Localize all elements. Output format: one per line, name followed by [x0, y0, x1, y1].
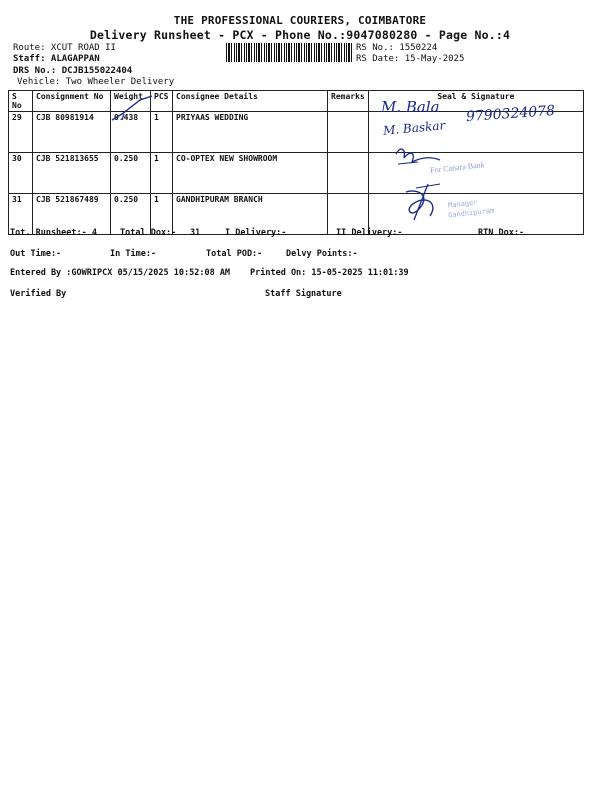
cell-pcs: 1	[151, 153, 173, 194]
cell-consignee: GANDHIPURAM BRANCH	[173, 194, 328, 235]
cell-sno: 31	[9, 194, 33, 235]
cell-consignee: PRIYAAS WEDDING	[173, 112, 328, 153]
barcode	[226, 43, 352, 62]
cell-consignment: CJB 521867489	[33, 194, 111, 235]
cell-weight: 0.250	[111, 153, 151, 194]
total-pod: Total POD:-	[206, 249, 263, 259]
rs-number: RS No.: 1550224	[356, 43, 438, 53]
cell-pcs: 1	[151, 194, 173, 235]
col-sno: S No	[9, 91, 33, 112]
staff-signature: Staff Signature	[265, 289, 342, 299]
entered-by: Entered By :GOWRIPCX 05/15/2025 10:52:08 AM	[10, 268, 231, 278]
col-weight: Weight	[111, 91, 151, 112]
bank-stamp-line-2: Manager	[447, 198, 478, 210]
col-consignment: Consignment No	[33, 91, 111, 112]
cell-sno: 30	[9, 153, 33, 194]
company-title: THE PROFESSIONAL COURIERS, COIMBATORE	[173, 14, 427, 27]
tot-runsheet: Tot. Runsheet:- 4	[10, 228, 97, 238]
cell-sno: 29	[9, 112, 33, 153]
total-dox-value: 31	[190, 228, 201, 238]
bank-stamp-line-1: For Canara Bank	[429, 160, 485, 175]
runsheet-title: Delivery Runsheet - PCX - Phone No.:9047080280 - Page No.:4	[89, 28, 511, 42]
col-pcs: PCS	[151, 91, 173, 112]
cell-weight: 0.438	[111, 112, 151, 153]
handwritten-name-1: M. Bala	[381, 98, 440, 116]
col-consignee: Consignee Details	[173, 91, 328, 112]
bank-stamp-line-3: Gandhipuram	[447, 206, 495, 220]
cell-consignment: CJB 521813655	[33, 153, 111, 194]
cell-weight: 0.250	[111, 194, 151, 235]
drs-number: DRS No.: DCJB155022404	[13, 66, 133, 76]
cell-consignee: CO-OPTEX NEW SHOWROOM	[173, 153, 328, 194]
vehicle-label: Vehicle: Two Wheeler Delivery	[17, 77, 175, 87]
col-remarks: Remarks	[328, 91, 369, 112]
handwritten-phone: 9790324078	[465, 102, 556, 126]
printed-on: Printed On: 15-05-2025 11:01:39	[250, 268, 409, 278]
ii-delivery: II Delivery:-	[336, 228, 403, 238]
out-time: Out Time:-	[10, 249, 62, 259]
handwritten-name-2: M. Baskar	[382, 118, 446, 138]
i-delivery: I Delivery:-	[225, 228, 287, 238]
delvy-points: Delvy Points:-	[286, 249, 358, 259]
cell-consignment: CJB 80981914	[33, 112, 111, 153]
cell-pcs: 1	[151, 112, 173, 153]
in-time: In Time:-	[110, 249, 157, 259]
rs-date: RS Date: 15-May-2025	[356, 54, 465, 64]
route-label: Route: XCUT ROAD II	[13, 43, 116, 53]
col-seal-signature: Seal & Signature	[368, 91, 583, 112]
total-dox-label: Total Dox:-	[120, 228, 177, 238]
rtn-dox: RTN Dox:-	[478, 228, 525, 238]
staff-label: Staff: ALAGAPPAN	[13, 54, 100, 64]
verified-by: Verified By	[10, 289, 67, 299]
